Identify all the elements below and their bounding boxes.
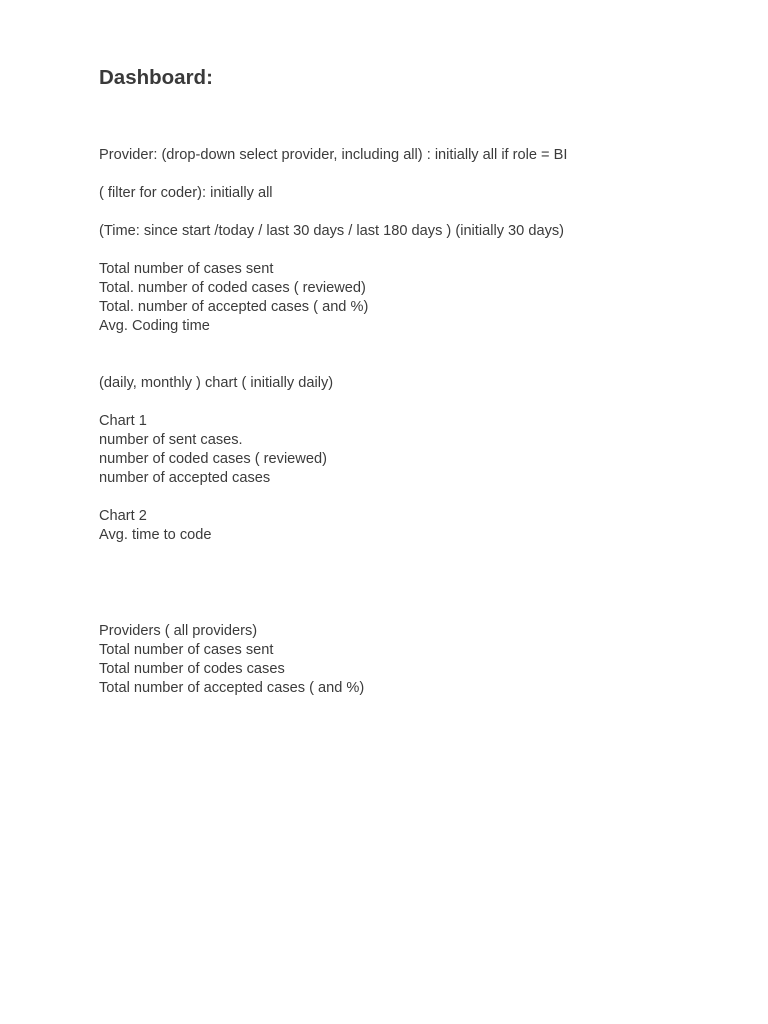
text-line: (daily, monthly ) chart ( initially daily) [99,375,334,391]
text-line: Provider: (drop-down select provider, including all) : initially all if role = BI [99,147,568,163]
coder-filter-note [99,184,273,203]
list-item: Total. number of coded cases ( reviewed) [99,280,366,296]
totals-list [99,260,368,336]
list-item: number of coded cases ( reviewed) [99,451,327,467]
list-heading: Chart 1 [99,413,147,429]
provider-filter-note [99,146,567,165]
list-item: Total. number of accepted cases ( and %) [99,299,369,315]
time-filter-note [99,222,564,241]
list-heading: Chart 2 [99,508,147,524]
chart2-list [99,507,212,545]
list-item: Total number of cases sent [99,261,274,277]
providers-list [99,622,364,698]
text-line: ( filter for coder): initially all [99,185,273,201]
text-line: (Time: since start /today / last 30 days / last 180 days ) (initially 30 days) [99,223,565,239]
list-item: number of sent cases. [99,432,243,448]
page-title: Dashboard: [99,66,213,89]
list-item: Total number of accepted cases ( and %) [99,680,365,696]
list-item: Total number of cases sent [99,642,274,658]
list-item: Avg. time to code [99,527,212,543]
list-item: Total number of codes cases [99,661,285,677]
list-item: number of accepted cases [99,470,271,486]
chart1-list [99,412,327,488]
chart-mode-note [99,374,333,393]
list-item: Avg. Coding time [99,318,210,334]
list-heading: Providers ( all providers) [99,623,258,639]
